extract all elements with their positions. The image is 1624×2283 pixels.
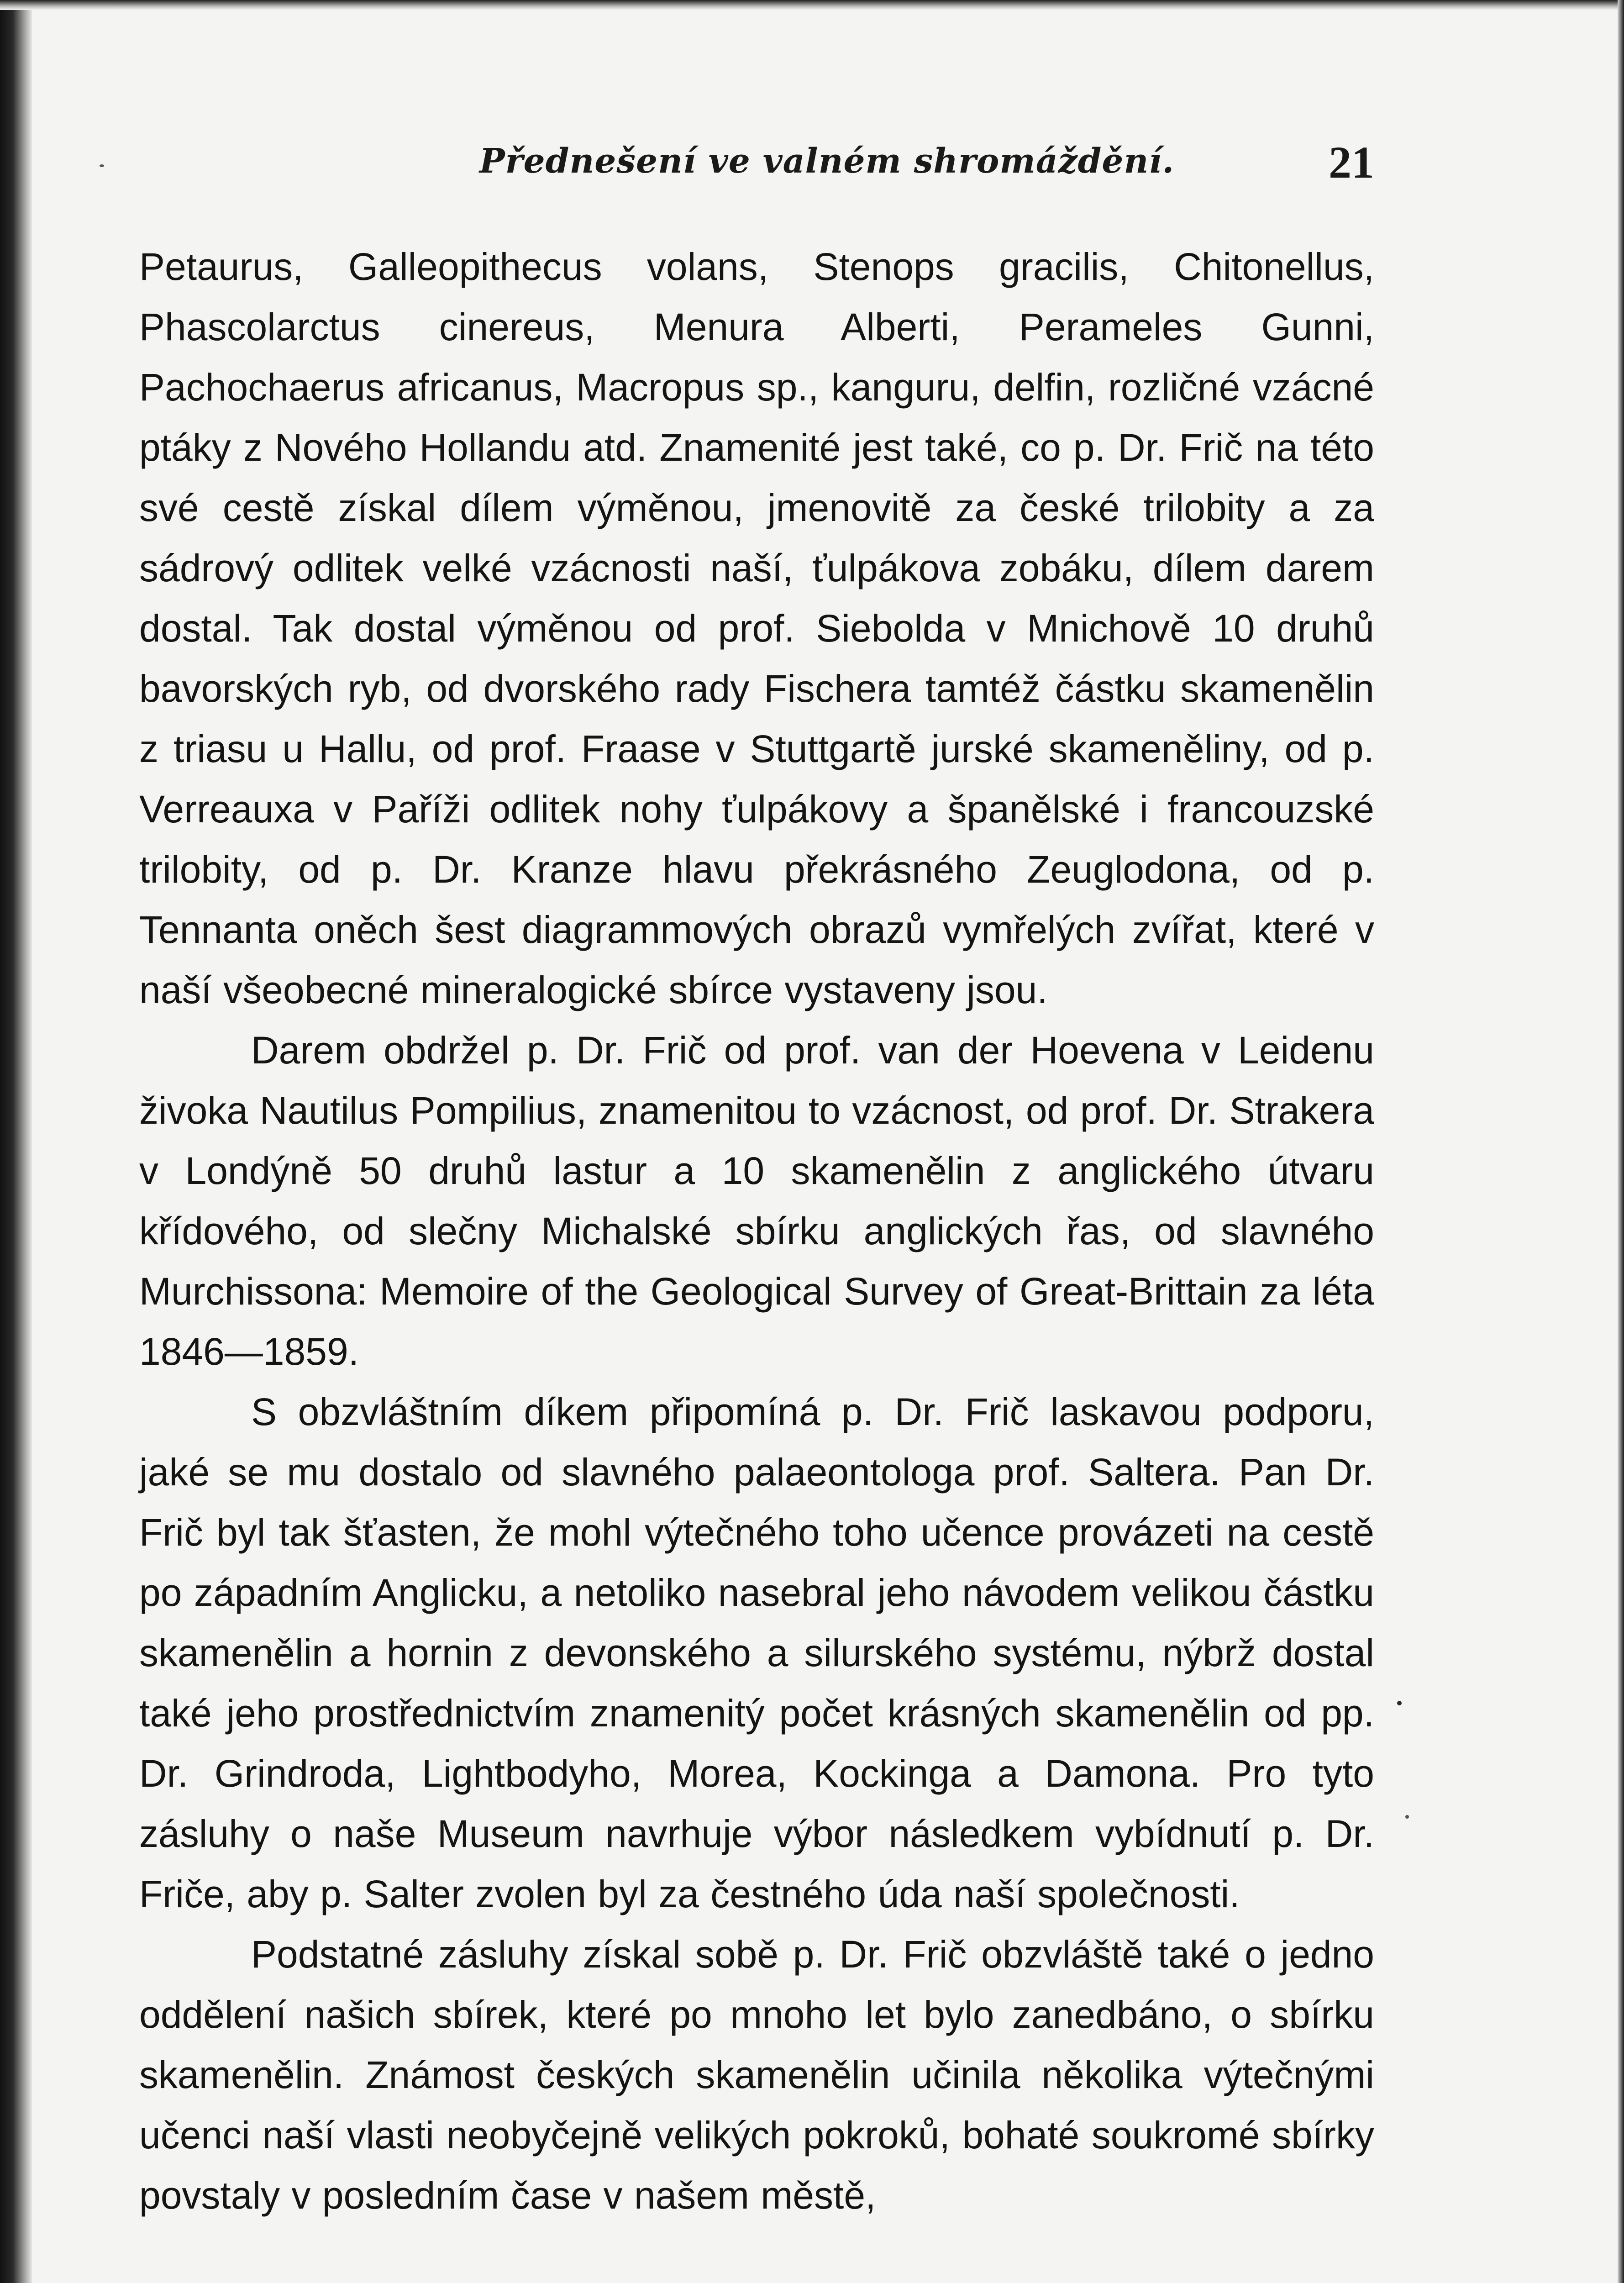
ink-speck [1397, 1701, 1402, 1705]
paragraph-donations: Darem obdržel p. Dr. Frič od prof. van der Hoevena v Leidenu živoka Nautilus Pompilius, znamenitou to vzácnost, od prof. Dr. Strakera v Londýně 50 druhů lastur a 10 skamenělin z anglického útvaru křídového, od slečny Michalské sbírku anglických řas, od slavného Murchissona: Memoire of the Geological Survey of Great-Brittain za léta 1846—1859. [139, 1029, 1374, 1373]
ink-speck [1405, 1815, 1409, 1819]
paragraph-fossil-collection: Podstatné zásluhy získal sobě p. Dr. Frič obzvláště také o jedno oddělení našich sbírek, které po mnoho let bylo zanedbáno, o sbírku skamenělin. Známost českých skamenělin učinila několika výtečnými učenci naší vlasti neobyčejně velikých pokroků, bohaté soukromé sbírky povstaly v posledním čase v našem městě, [139, 1933, 1374, 2217]
page-number: 21 [1329, 137, 1374, 188]
page-binding-shadow-left [0, 0, 32, 2283]
paragraph-salter: S obzvláštním díkem připomíná p. Dr. Frič laskavou podporu, jaké se mu dostalo od slavného palaeontologa prof. Saltera. Pan Dr. Frič byl tak šťasten, že mohl výtečného toho učence provázeti na cestě po západním Anglicku, a netoliko nasebral jeho návodem velikou částku skamenělin a hornin z devonského a silurského systému, nýbrž dostal také jeho prostřednictvím znamenitý počet krásných skamenělin od pp. Dr. Grindroda, Lightbodyho, Morea, Kockinga a Damona. Pro tyto zásluhy o naše Museum navrhuje výbor následkem vybídnutí p. Dr. Friče, aby p. Salter zvolen byl za čestného úda naší společnosti. [139, 1390, 1374, 1915]
page-header [142, 128, 1374, 201]
body-text [139, 237, 1374, 2225]
page-edge-shadow-top [0, 0, 1624, 10]
page-edge-shadow-right [1618, 0, 1624, 2283]
paragraph-continuation: Petaurus, Galleopithecus volans, Stenops gracilis, Chitonellus, Phascolarctus cinereus, Menura Alberti, Perameles Gunni, Pachochaerus africanus, Macropus sp., kanguru, delfin, rozličné vzácné ptáky z Nového Hollandu atd. Znamenité jest také, co p. Dr. Frič na této své cestě získal dílem výměnou, jmenovitě za české trilobity a za sádrový odlitek velké vzácnosti naší, ťulpákova zobáku, dílem darem dostal. Tak dostal výměnou od prof. Siebolda v Mnichově 10 druhů bavorských ryb, od dvorského rady Fischera tamtéž částku skamenělin z triasu u Hallu, od prof. Fraase v Stuttgartě jurské skameněliny, od p. Verreauxa v Paříži odlitek nohy ťulpákovy a španělské i francouzské trilobity, od p. Dr. Kranze hlavu překrásného Zeuglodona, od p. Tennanta oněch šest diagrammových obrazů vymřelých zvířat, které v naší všeobecné mineralogické sbírce vystaveny jsou. [139, 245, 1374, 1011]
ink-speck [100, 164, 104, 167]
running-title: Přednešení ve valném shromáždění. [479, 142, 1175, 181]
